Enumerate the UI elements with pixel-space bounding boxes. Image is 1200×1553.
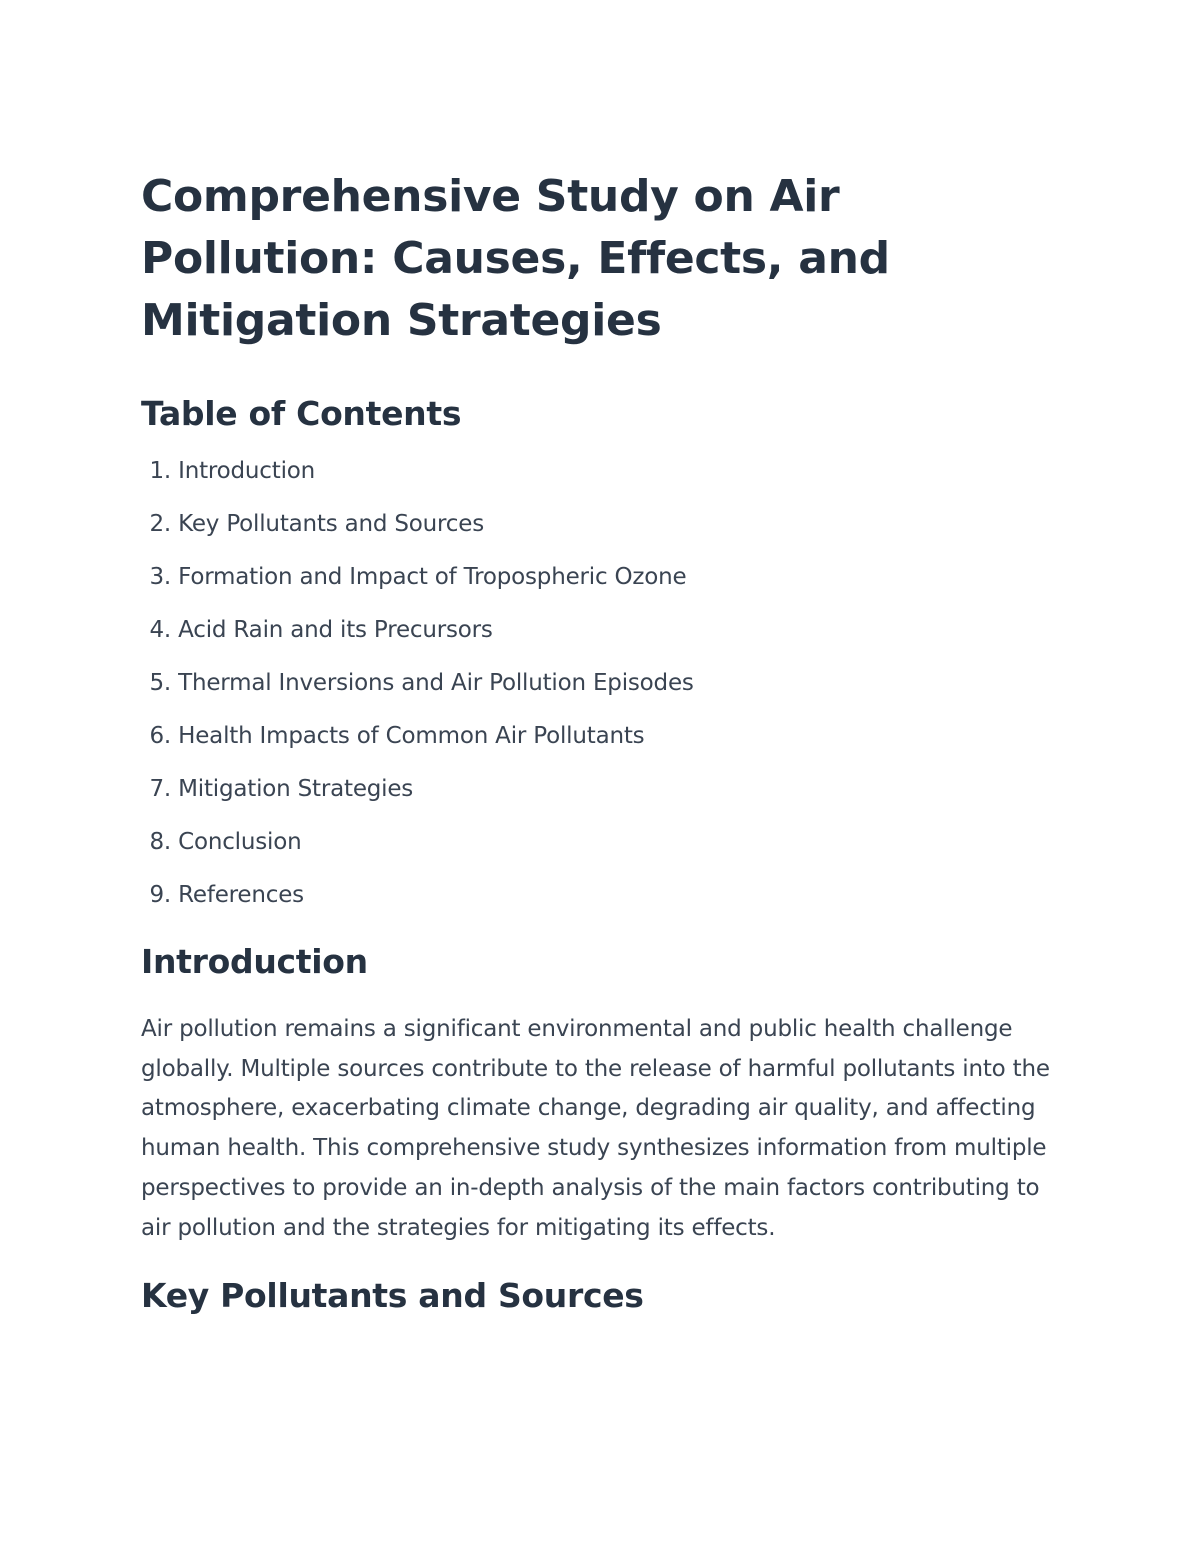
introduction-paragraph: Air pollution remains a significant environmental and public health challenge globally. Multiple sources contribute to the release of harmful pollutants into the atmosphere, exacerbating climate change, degrading air quality, and affecting human health. This comprehensive study synthesizes information from multiple perspectives to provide an in-depth analysis of the main factors contributing to air pollution and the strategies for mitigating its effects. bbox=[141, 1016, 1050, 1241]
introduction-heading: Introduction bbox=[141, 942, 368, 981]
toc-item-number: 5. bbox=[149, 670, 171, 696]
document-title: Comprehensive Study on Air Pollution: Causes, Effects, and Mitigation Strategies bbox=[141, 171, 890, 346]
toc-item-introduction bbox=[141, 458, 1071, 484]
toc-item-conclusion bbox=[141, 829, 1071, 855]
toc-item-label: Formation and Impact of Tropospheric Ozone bbox=[178, 564, 687, 590]
toc-item-thermal-inversions bbox=[141, 670, 1071, 696]
toc-item-number: 4. bbox=[149, 617, 171, 643]
toc-item-tropospheric-ozone bbox=[141, 564, 1071, 590]
toc-item-label: Acid Rain and its Precursors bbox=[178, 617, 493, 643]
toc-item-number: 3. bbox=[149, 564, 171, 590]
toc-item-label: Key Pollutants and Sources bbox=[178, 511, 484, 537]
document-page bbox=[141, 166, 1071, 1318]
toc-heading: Table of Contents bbox=[141, 394, 462, 433]
toc-item-label: References bbox=[178, 882, 304, 908]
toc-item-label: Health Impacts of Common Air Pollutants bbox=[178, 723, 645, 749]
toc-item-number: 8. bbox=[149, 829, 171, 855]
toc-item-health-impacts bbox=[141, 723, 1071, 749]
toc-item-label: Introduction bbox=[178, 458, 316, 484]
toc-item-label: Thermal Inversions and Air Pollution Episodes bbox=[178, 670, 694, 696]
toc-item-number: 7. bbox=[149, 776, 171, 802]
toc-item-acid-rain bbox=[141, 617, 1071, 643]
toc-item-label: Conclusion bbox=[178, 829, 302, 855]
toc-item-number: 6. bbox=[149, 723, 171, 749]
toc-item-number: 2. bbox=[149, 511, 171, 537]
toc-list bbox=[141, 458, 1071, 908]
toc-item-number: 1. bbox=[149, 458, 171, 484]
toc-item-mitigation bbox=[141, 776, 1071, 802]
toc-item-label: Mitigation Strategies bbox=[178, 776, 414, 802]
toc-item-key-pollutants bbox=[141, 511, 1071, 537]
toc-item-references bbox=[141, 882, 1071, 908]
key-pollutants-heading: Key Pollutants and Sources bbox=[141, 1276, 644, 1316]
toc-item-number: 9. bbox=[149, 882, 171, 908]
